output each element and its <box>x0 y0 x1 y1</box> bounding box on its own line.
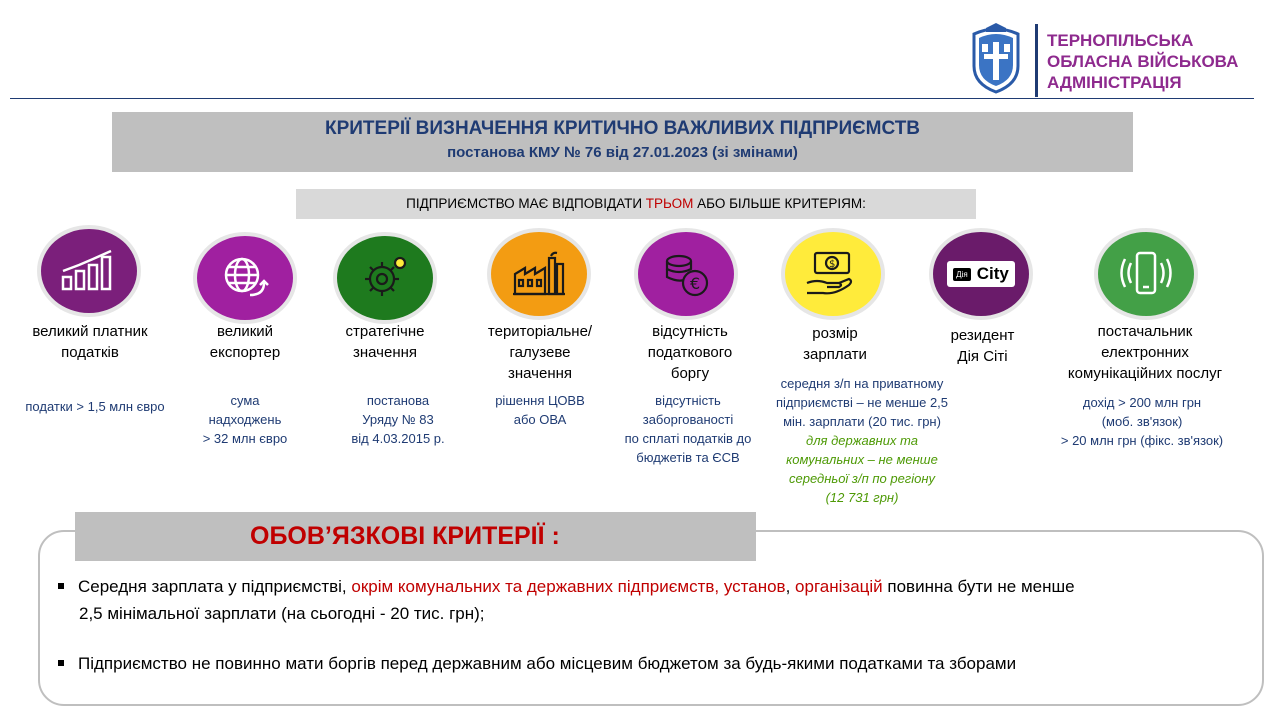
criterion-7-label: резидент Дія Сіті <box>950 327 1015 365</box>
bullet-square-icon <box>58 660 64 666</box>
requirement-text-before: ПІДПРИЄМСТВО МАЄ ВІДПОВІДАТИ <box>406 196 646 211</box>
svg-text:$: $ <box>829 259 836 270</box>
criterion-3-label: стратегічне значення <box>345 323 425 361</box>
requirement-banner <box>296 189 976 219</box>
criterion-1-label: великий платник податків <box>32 323 148 361</box>
coat-of-arms-icon <box>966 22 1026 96</box>
criterion-8-detail: дохід > 200 млн грн (моб. зв'язок) > 20 млн грн (фікс. зв'язок) <box>1060 395 1224 448</box>
criterion-5-label: відсутність податкового боргу <box>647 323 733 382</box>
coins-icon <box>638 232 734 316</box>
diia-city-logo <box>933 232 1029 316</box>
mandatory-criteria-title: ОБОВ’ЯЗКОВІ КРИТЕРІЇ : <box>250 522 560 550</box>
criterion-6-label: розмір зарплати <box>803 325 867 363</box>
page-title-box <box>112 112 1133 172</box>
bar-chart-icon <box>41 229 137 313</box>
organization-name <box>1047 30 1277 93</box>
criterion-1-detail: податки > 1,5 млн євро <box>25 399 165 414</box>
page-title: КРИТЕРІЇ ВИЗНАЧЕННЯ КРИТИЧНО ВАЖЛИВИХ ПІДПРИЄМСТВ <box>324 118 921 139</box>
criterion-4-label: територіальне/ галузеве значення <box>487 323 593 382</box>
mandatory-criteria-header <box>75 512 756 561</box>
mandatory-bullet-2: Підприємство не повинно мати боргів перед державним або місцевим бюджетом за будь-якими податками та зборами <box>58 650 1248 677</box>
criterion-2-label: великий експортер <box>209 323 281 361</box>
criterion-6-detail: середня з/п на приватному підприємстві – не менше 2,5 мін. зарплати (20 тис. грн) <box>775 376 949 429</box>
criterion-8-label: постачальник електронних комунікаційних послуг <box>1067 323 1223 382</box>
gear-strategy-icon <box>337 236 433 320</box>
criterion-6-state-detail: для державних та комунальних – не менше середньої з/п по регіону (12 731 грн) <box>786 433 938 505</box>
diia-badge: Дія <box>953 268 971 281</box>
phone-signal-icon <box>1098 232 1194 316</box>
city-word: City <box>976 264 1009 283</box>
globe-exchange-icon <box>197 236 293 320</box>
org-line-3: АДМІНІСТРАЦІЯ <box>1047 73 1182 92</box>
mandatory-bullet-1: Середня зарплата у підприємстві, окрім комунальних та державних підприємств, установ, організацій повинна бути не менше 2,5 мінімальної зарплати (на сьогодні - 20 тис. грн); <box>58 573 1248 627</box>
svg-text:€: € <box>690 274 701 293</box>
salary-hand-icon <box>785 232 881 316</box>
header-divider <box>1035 24 1038 97</box>
header-rule <box>10 98 1254 99</box>
criterion-3-detail: постанова Уряду № 83 від 4.03.2015 р. <box>351 393 445 446</box>
org-line-1: ТЕРНОПІЛЬСЬКА <box>1047 31 1194 50</box>
bullet-square-icon <box>58 583 64 589</box>
factory-icon <box>491 232 587 316</box>
requirement-text-after: АБО БІЛЬШЕ КРИТЕРІЯМ: <box>693 196 866 211</box>
page-subtitle: постанова КМУ № 76 від 27.01.2023 (зі змінами) <box>447 144 798 161</box>
org-line-2: ОБЛАСНА ВІЙСЬКОВА <box>1047 52 1239 71</box>
criterion-2-detail: сума надходжень > 32 млн євро <box>202 393 288 446</box>
criterion-5-detail: відсутність заборгованості по сплаті податків до бюджетів та ЄСВ <box>624 393 752 465</box>
criterion-4-detail: рішення ЦОВВ або ОВА <box>495 393 585 427</box>
requirement-highlight: ТРЬОМ <box>645 196 694 211</box>
